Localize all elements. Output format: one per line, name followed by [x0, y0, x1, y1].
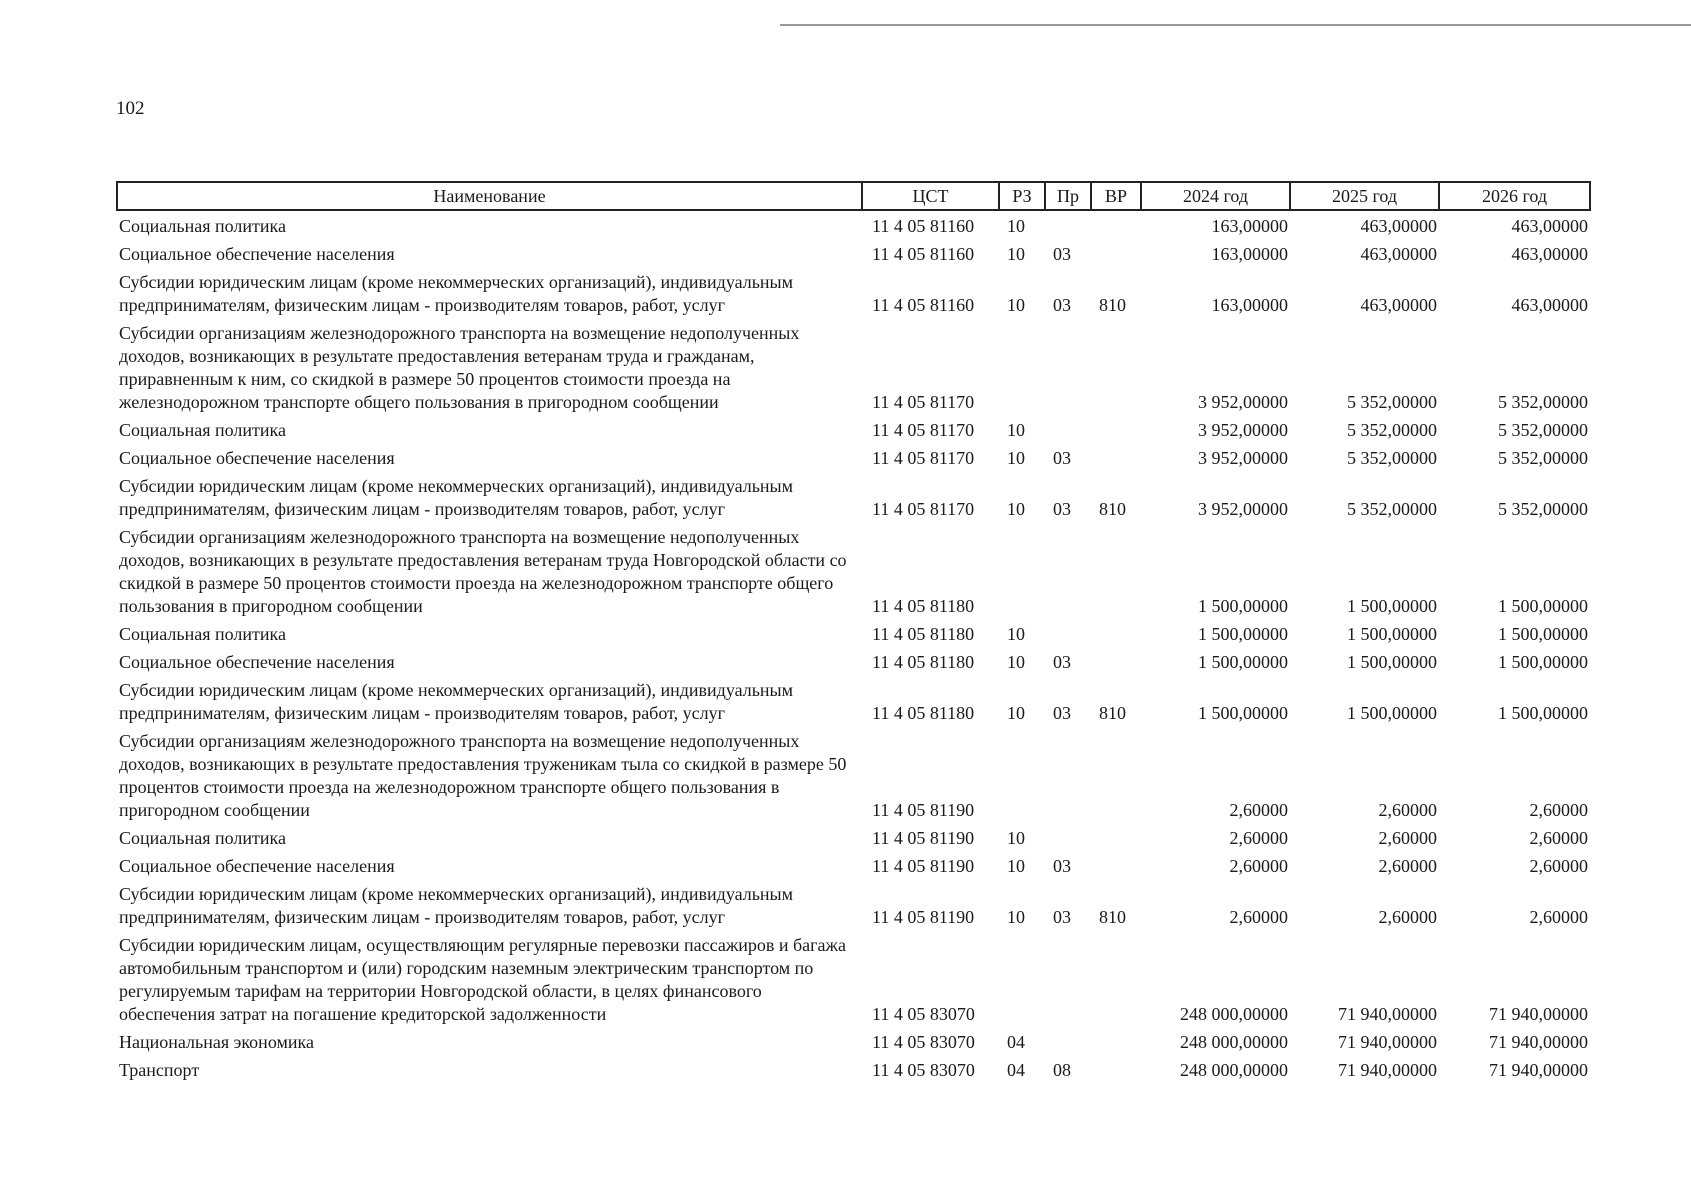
cell-2025: 463,00000	[1360, 244, 1437, 264]
cell-2024: 163,00000	[1211, 244, 1288, 264]
header-cst: ЦСТ	[862, 182, 999, 210]
cell-2024: 1 500,00000	[1198, 652, 1288, 672]
cell-pr: 03	[1053, 499, 1071, 519]
cell-2026: 463,00000	[1511, 295, 1588, 315]
table-row	[117, 850, 1590, 878]
cell-cst: 11 4 05 83070	[872, 1060, 975, 1080]
cell-2024: 3 952,00000	[1198, 499, 1288, 519]
cell-2025: 2,60000	[1378, 907, 1437, 927]
cell-name: Социальное обеспечение населения	[119, 244, 395, 264]
cell-vr	[1091, 929, 1141, 1026]
cell-rz: 04	[1007, 1060, 1025, 1080]
cell-vr	[1091, 646, 1141, 674]
cell-cst: 11 4 05 81180	[872, 652, 975, 672]
header-name: Наименование	[117, 182, 862, 210]
table-row	[117, 238, 1590, 266]
cell-name: Субсидии организациям железнодорожного транспорта на возмещение недополученных доходов, возникающих в результате предоставления ветеранам труда Новгородской области со скидкой в размере 50 процентов стоимости проезда на железнодорожном транспорте общего пользования в пригородном сообщении	[119, 527, 847, 616]
cell-2025: 5 352,00000	[1347, 420, 1437, 440]
cell-cst: 11 4 05 83070	[872, 1004, 975, 1024]
cell-cst: 11 4 05 81190	[872, 856, 975, 876]
cell-2025: 2,60000	[1378, 800, 1437, 820]
cell-2026: 463,00000	[1511, 244, 1588, 264]
table-row	[117, 414, 1590, 442]
cell-2026: 71 940,00000	[1489, 1060, 1588, 1080]
cell-2026: 71 940,00000	[1489, 1032, 1588, 1052]
cell-name: Субсидии юридическим лицам (кроме некоммерческих организаций), индивидуальным предпринимателям, физическим лицам - производителям товаров, работ, услуг	[119, 884, 794, 927]
cell-name: Национальная экономика	[119, 1032, 314, 1052]
cell-name: Социальное обеспечение населения	[119, 856, 395, 876]
cell-rz	[999, 725, 1045, 822]
cell-2024: 2,60000	[1229, 856, 1288, 876]
cell-2025: 1 500,00000	[1347, 703, 1437, 723]
cell-pr	[1045, 317, 1091, 414]
cell-cst: 11 4 05 81180	[872, 596, 975, 616]
table-row	[117, 266, 1590, 317]
cell-pr	[1045, 414, 1091, 442]
cell-pr	[1045, 210, 1091, 238]
cell-2024: 163,00000	[1211, 295, 1288, 315]
cell-name: Социальная политика	[119, 624, 286, 644]
cell-2026: 2,60000	[1529, 907, 1588, 927]
cell-2024: 248 000,00000	[1180, 1032, 1288, 1052]
header-row	[117, 182, 1590, 210]
cell-cst: 11 4 05 81170	[872, 392, 975, 412]
cell-2025: 2,60000	[1378, 828, 1437, 848]
cell-2025: 1 500,00000	[1347, 652, 1437, 672]
cell-name: Субсидии юридическим лицам (кроме некоммерческих организаций), индивидуальным предпринимателям, физическим лицам - производителям товаров, работ, услуг	[119, 476, 794, 519]
cell-2025: 463,00000	[1360, 216, 1437, 236]
cell-2024: 3 952,00000	[1198, 420, 1288, 440]
cell-pr	[1045, 725, 1091, 822]
cell-vr: 810	[1099, 499, 1126, 519]
cell-vr	[1091, 414, 1141, 442]
cell-2024: 1 500,00000	[1198, 596, 1288, 616]
header-2025: 2025 год	[1290, 182, 1439, 210]
cell-2024: 3 952,00000	[1198, 392, 1288, 412]
cell-vr	[1091, 317, 1141, 414]
header-2024: 2024 год	[1141, 182, 1290, 210]
cell-2024: 1 500,00000	[1198, 624, 1288, 644]
cell-rz: 10	[1007, 856, 1025, 876]
table-row	[117, 1054, 1590, 1082]
cell-cst: 11 4 05 81190	[872, 907, 975, 927]
table-row	[117, 442, 1590, 470]
cell-2026: 2,60000	[1529, 800, 1588, 820]
cell-pr	[1045, 929, 1091, 1026]
top-scan-rule	[780, 24, 1691, 26]
cell-2024: 248 000,00000	[1180, 1004, 1288, 1024]
cell-name: Социальное обеспечение населения	[119, 448, 395, 468]
cell-vr	[1091, 725, 1141, 822]
cell-name: Транспорт	[119, 1060, 200, 1080]
cell-rz: 10	[1007, 499, 1025, 519]
cell-name: Субсидии организациям железнодорожного транспорта на возмещение недополученных доходов, возникающих в результате предоставления труженикам тыла со скидкой в размере 50 процентов стоимости проезда на железнодорожном транспорте общего пользования в пригородном сообщении	[119, 731, 847, 820]
header-pr: Пр	[1045, 182, 1091, 210]
cell-pr	[1045, 822, 1091, 850]
cell-name: Субсидии юридическим лицам (кроме некоммерческих организаций), индивидуальным предпринимателям, физическим лицам - производителям товаров, работ, услуг	[119, 680, 794, 723]
cell-2026: 1 500,00000	[1498, 624, 1588, 644]
cell-2025: 5 352,00000	[1347, 392, 1437, 412]
cell-pr: 03	[1053, 703, 1071, 723]
cell-rz: 10	[1007, 624, 1025, 644]
cell-2024: 248 000,00000	[1180, 1060, 1288, 1080]
cell-rz: 10	[1007, 652, 1025, 672]
cell-2025: 1 500,00000	[1347, 596, 1437, 616]
cell-vr: 810	[1099, 295, 1126, 315]
table-row	[117, 674, 1590, 725]
cell-cst: 11 4 05 81180	[872, 703, 975, 723]
cell-name: Социальное обеспечение населения	[119, 652, 395, 672]
cell-2025: 71 940,00000	[1338, 1004, 1437, 1024]
cell-rz: 10	[1007, 828, 1025, 848]
cell-2024: 2,60000	[1229, 800, 1288, 820]
cell-pr: 03	[1053, 856, 1071, 876]
budget-table	[116, 181, 1591, 1082]
table-row	[117, 470, 1590, 521]
cell-vr	[1091, 618, 1141, 646]
table-row	[117, 822, 1590, 850]
cell-2026: 1 500,00000	[1498, 596, 1588, 616]
cell-vr	[1091, 822, 1141, 850]
cell-2026: 5 352,00000	[1498, 392, 1588, 412]
cell-cst: 11 4 05 81170	[872, 499, 975, 519]
cell-2025: 1 500,00000	[1347, 624, 1437, 644]
table-row	[117, 521, 1590, 618]
header-vr: ВР	[1091, 182, 1141, 210]
table-row	[117, 210, 1590, 238]
cell-2024: 3 952,00000	[1198, 448, 1288, 468]
cell-pr: 03	[1053, 295, 1071, 315]
cell-name: Субсидии юридическим лицам, осуществляющим регулярные перевозки пассажиров и багажа автомобильным транспортом и (или) городским наземным электрическим транспортом по регулируемым тарифам на территории Новгородской области, в целях финансового обеспечения затрат на погашение кредиторской задолженности	[119, 935, 846, 1024]
cell-rz: 10	[1007, 703, 1025, 723]
cell-pr: 03	[1053, 652, 1071, 672]
table-row	[117, 725, 1590, 822]
cell-cst: 11 4 05 81160	[872, 216, 975, 236]
cell-vr	[1091, 210, 1141, 238]
cell-cst: 11 4 05 81160	[872, 295, 975, 315]
cell-2025: 5 352,00000	[1347, 499, 1437, 519]
cell-vr: 810	[1099, 907, 1126, 927]
cell-2024: 1 500,00000	[1198, 703, 1288, 723]
cell-2026: 2,60000	[1529, 856, 1588, 876]
cell-rz: 10	[1007, 216, 1025, 236]
cell-2024: 2,60000	[1229, 907, 1288, 927]
cell-name: Социальная политика	[119, 828, 286, 848]
page-number: 102	[116, 98, 145, 119]
cell-pr	[1045, 618, 1091, 646]
cell-cst: 11 4 05 81170	[872, 448, 975, 468]
cell-vr: 810	[1099, 703, 1126, 723]
cell-name: Социальная политика	[119, 420, 286, 440]
cell-rz: 10	[1007, 448, 1025, 468]
cell-vr	[1091, 1054, 1141, 1082]
table-row	[117, 929, 1590, 1026]
cell-2026: 5 352,00000	[1498, 499, 1588, 519]
cell-2026: 1 500,00000	[1498, 703, 1588, 723]
cell-2025: 2,60000	[1378, 856, 1437, 876]
cell-rz	[999, 929, 1045, 1026]
cell-cst: 11 4 05 81170	[872, 420, 975, 440]
cell-rz: 10	[1007, 295, 1025, 315]
cell-2026: 2,60000	[1529, 828, 1588, 848]
cell-rz: 10	[1007, 244, 1025, 264]
cell-2026: 5 352,00000	[1498, 448, 1588, 468]
cell-pr: 03	[1053, 907, 1071, 927]
cell-2026: 71 940,00000	[1489, 1004, 1588, 1024]
cell-vr	[1091, 238, 1141, 266]
table-row	[117, 878, 1590, 929]
cell-2025: 463,00000	[1360, 295, 1437, 315]
cell-vr	[1091, 442, 1141, 470]
cell-cst: 11 4 05 81180	[872, 624, 975, 644]
cell-pr: 08	[1053, 1060, 1071, 1080]
cell-name: Социальная политика	[119, 216, 286, 236]
cell-2025: 5 352,00000	[1347, 448, 1437, 468]
cell-2024: 2,60000	[1229, 828, 1288, 848]
cell-name: Субсидии юридическим лицам (кроме некоммерческих организаций), индивидуальным предпринимателям, физическим лицам - производителям товаров, работ, услуг	[119, 272, 794, 315]
table-row	[117, 646, 1590, 674]
cell-2025: 71 940,00000	[1338, 1060, 1437, 1080]
cell-2025: 71 940,00000	[1338, 1032, 1437, 1052]
cell-pr	[1045, 521, 1091, 618]
cell-pr	[1045, 1026, 1091, 1054]
cell-name: Субсидии организациям железнодорожного транспорта на возмещение недополученных доходов, возникающих в результате предоставления ветеранам труда и гражданам, приравненным к ним, со скидкой в размере 50 процентов стоимости проезда на железнодорожном транспорте общего пользования в пригородном сообщении	[119, 323, 800, 412]
cell-2026: 5 352,00000	[1498, 420, 1588, 440]
cell-vr	[1091, 521, 1141, 618]
cell-cst: 11 4 05 81190	[872, 800, 975, 820]
cell-rz: 10	[1007, 420, 1025, 440]
cell-rz	[999, 317, 1045, 414]
cell-pr: 03	[1053, 244, 1071, 264]
header-rz: РЗ	[999, 182, 1045, 210]
table-row	[117, 317, 1590, 414]
cell-cst: 11 4 05 83070	[872, 1032, 975, 1052]
cell-rz: 10	[1007, 907, 1025, 927]
table-row	[117, 618, 1590, 646]
cell-cst: 11 4 05 81190	[872, 828, 975, 848]
cell-rz: 04	[1007, 1032, 1025, 1052]
cell-vr	[1091, 850, 1141, 878]
table-row	[117, 1026, 1590, 1054]
cell-pr: 03	[1053, 448, 1071, 468]
cell-2024: 163,00000	[1211, 216, 1288, 236]
table-body	[117, 210, 1590, 1082]
cell-cst: 11 4 05 81160	[872, 244, 975, 264]
cell-2026: 1 500,00000	[1498, 652, 1588, 672]
table-header	[117, 182, 1590, 210]
cell-rz	[999, 521, 1045, 618]
budget-table-container	[116, 181, 1589, 1082]
cell-2026: 463,00000	[1511, 216, 1588, 236]
cell-vr	[1091, 1026, 1141, 1054]
header-2026: 2026 год	[1439, 182, 1590, 210]
